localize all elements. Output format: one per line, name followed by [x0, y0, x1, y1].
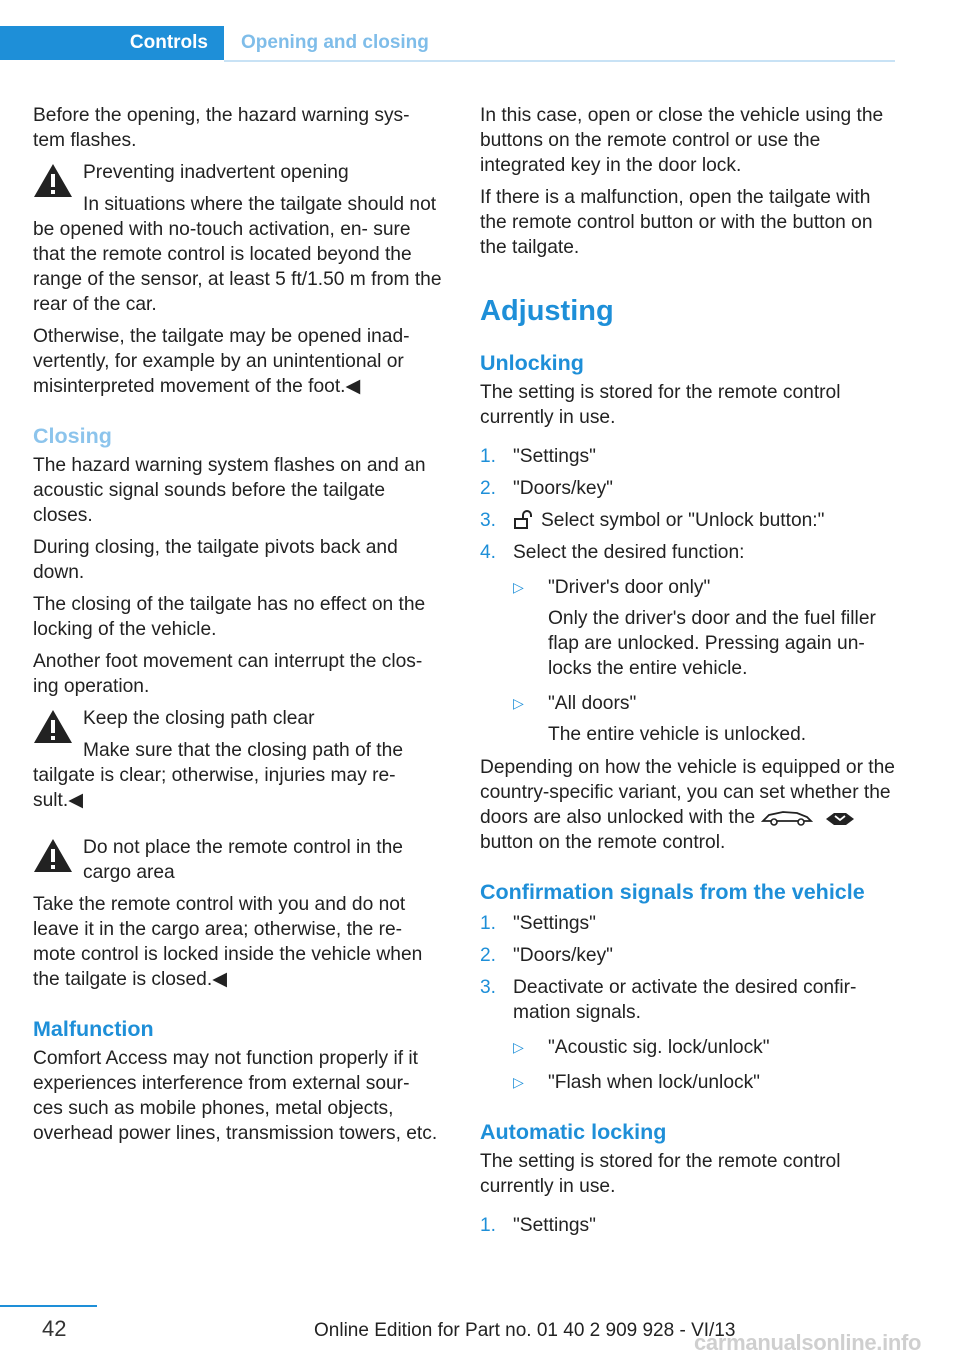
warning-cargo-area: [33, 835, 443, 992]
warning-triangle-icon: [33, 837, 73, 873]
closing-p3: The closing of the tailgate has no effect on the locking of the vehicle.: [33, 594, 426, 640]
malfunction-p1: Comfort Access may not function properly if it experiences interference from external sour‐ ces such as mobile phones, metal objects, overhead power lines, transmission towers, etc.: [33, 1048, 438, 1144]
unlocking-steps: [480, 444, 900, 747]
confirmation-heading: Confirmation signals from the vehicle: [480, 880, 865, 904]
footer-divider: [0, 1305, 97, 1307]
adjusting-heading: Adjusting: [480, 295, 614, 327]
option-item: ▷ "All doors" The entire vehicle is unlocked.: [513, 693, 807, 745]
right-p1: In this case, open or close the vehicle using the buttons on the remote control or use the integrated key in the door lock.: [480, 105, 884, 176]
watermark: carmanualsonline.info: [694, 1330, 922, 1355]
unlocking-after: Depending on how the vehicle is equipped or the country-specific variant, you can set whether the doors are also unlocked with the button on the remote control.: [480, 757, 895, 853]
closing-heading: Closing: [33, 424, 112, 448]
closing-p4: Another foot movement can interrupt the clos‐ ing operation.: [33, 651, 423, 697]
warning-closing-path: [33, 706, 443, 813]
intro-paragraph: Before the opening, the hazard warning sys‐ tem flashes.: [33, 105, 410, 151]
warning-body: In situations where the tailgate should not be opened with no-touch activation, en‐ sure that the remote control is located beyond the range of the sensor, at least 5 ft/1.50 m from the rear of the car.: [33, 194, 442, 315]
option-item: ▷ "Flash when lock/unlock": [513, 1072, 760, 1093]
warning-preventing-opening: [33, 160, 443, 317]
list-item: 1. "Settings": [480, 446, 596, 467]
warning-triangle-icon: [33, 162, 73, 198]
car-icon: [761, 807, 813, 827]
list-item: 3. Select symbol or "Unlock button:": [480, 510, 825, 531]
list-item: 1. "Settings": [480, 913, 596, 934]
right-p2: If there is a malfunction, open the tailgate with the remote control button or with the button on the tailgate.: [480, 187, 873, 258]
section-tab-opening-closing[interactable]: Opening and closing: [241, 32, 429, 53]
section-tab-controls[interactable]: Controls: [0, 26, 224, 60]
option-item: ▷ "Driver's door only" Only the driver's door and the fuel filler flap are unlocked. Pressing again un‐ locks the entire vehicle.: [513, 577, 876, 679]
automatic-locking-heading: Automatic locking: [480, 1120, 667, 1144]
warning-triangle-icon: [33, 708, 73, 744]
list-item: 3. Deactivate or activate the desired confir‐ mation signals. ▷ "Acoustic sig. lock/unlock" ▷ "Flash when lock/unlock": [480, 975, 900, 1095]
closing-p1: The hazard warning system flashes on and an acoustic signal sounds before the tailgate closes.: [33, 455, 426, 526]
malfunction-heading: Malfunction: [33, 1017, 154, 1041]
closing-p2: During closing, the tailgate pivots back and down.: [33, 537, 398, 583]
option-item: ▷ "Acoustic sig. lock/unlock": [513, 1037, 770, 1058]
warning-title: Do not place the remote control in the cargo area: [83, 837, 403, 883]
list-item: 2. "Doors/key": [480, 478, 613, 499]
right-column: [480, 103, 900, 1246]
online-edition-note: Online Edition for Part no. 01 40 2 909 928 - VI/13: [314, 1320, 736, 1341]
confirmation-steps: [480, 911, 900, 1095]
warning-body: Take the remote control with you and do not leave it in the cargo area; otherwise, the re‐ mote control is locked inside the vehicle when the tailgate is closed.◀: [33, 894, 423, 990]
list-item: 1. "Settings": [480, 1215, 596, 1236]
warning-title: Keep the closing path clear: [83, 708, 315, 729]
unlocking-intro: The setting is stored for the remote control currently in use.: [480, 382, 841, 428]
warning-extra: Otherwise, the tailgate may be opened inad‐ vertently, for example by an unintentional or misinterpreted movement of the foot.◀: [33, 326, 410, 397]
page-header: [0, 26, 895, 62]
automatic-locking-steps: [480, 1213, 900, 1238]
left-column: [33, 103, 443, 1153]
unlocking-heading: Unlocking: [480, 351, 584, 375]
automatic-locking-intro: The setting is stored for the remote control currently in use.: [480, 1151, 841, 1197]
page-number: 42: [42, 1316, 67, 1341]
list-item: 4. Select the desired function: ▷ "Driver's door only" Only the driver's door and the fuel filler flap are unlocked. Pressing again un‐ locks the entire vehicle. ▷ "All doors" The entire vehicle is unlocked.: [480, 540, 900, 747]
header-divider: [224, 60, 895, 62]
unlock-icon: [513, 510, 535, 530]
warning-title: Preventing inadvertent opening: [83, 162, 349, 183]
warning-body: Make sure that the closing path of the tailgate is clear; otherwise, injuries may re‐ sult.◀: [33, 740, 403, 811]
remote-button-icon: [824, 811, 856, 827]
list-item: 2. "Doors/key": [480, 945, 613, 966]
